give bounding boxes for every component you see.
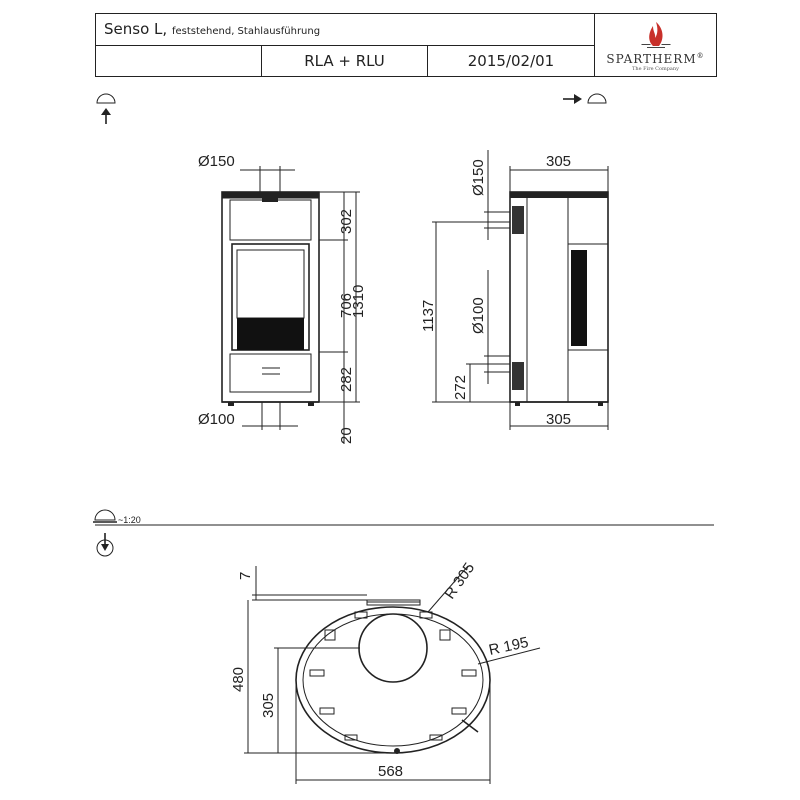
dim-plan-width: 568	[378, 763, 404, 780]
dim-side-width-top: 305	[546, 153, 572, 170]
dim-side-inlet-height: 272	[452, 374, 469, 400]
stove-front-view-icon	[97, 94, 115, 103]
brand-name: SPARTHERM	[606, 52, 697, 66]
dim-plan-offset: 7	[237, 571, 254, 580]
date-cell: 2015/02/01	[467, 52, 555, 70]
side-view	[420, 150, 608, 430]
dim-plan-radius-outer: R 305	[441, 559, 479, 603]
top-view-icon	[97, 533, 113, 556]
dim-plan-radius-inner: R 195	[487, 633, 530, 659]
dim-side-top-outlet: Ø150	[470, 159, 487, 196]
dim-front-door: 706	[338, 292, 355, 318]
scale-label: ~1:20	[118, 515, 141, 525]
variant-cell: RLA + RLU	[262, 46, 428, 77]
dim-front-top-outlet: Ø150	[198, 153, 235, 170]
dim-plan-depth: 480	[230, 666, 247, 692]
product-name: Senso L,	[104, 20, 168, 38]
stove-side-view-icon	[588, 94, 606, 103]
plan-view	[230, 560, 540, 784]
scale-stove-icon	[93, 510, 117, 522]
dim-front-upper: 302	[338, 208, 355, 234]
product-subtitle: feststehend, Stahlausführung	[171, 26, 321, 37]
dim-front-total: 1310	[350, 284, 367, 318]
arrow-up-icon	[101, 108, 111, 124]
dim-side-rear-inlet: Ø100	[470, 297, 487, 334]
dim-front-bottom-inlet: Ø100	[198, 411, 235, 428]
dim-front-feet: 20	[338, 427, 355, 444]
dim-plan-center-depth: 305	[260, 692, 277, 718]
brand-tagline: The Fire Company	[632, 66, 679, 72]
brand-reg: ®	[696, 52, 705, 60]
dim-side-outlet-height: 1137	[420, 299, 437, 332]
dim-front-lower: 282	[338, 366, 355, 392]
dim-side-width-bottom: 305	[546, 411, 572, 428]
front-view	[198, 153, 367, 444]
arrow-right-icon	[563, 94, 582, 104]
